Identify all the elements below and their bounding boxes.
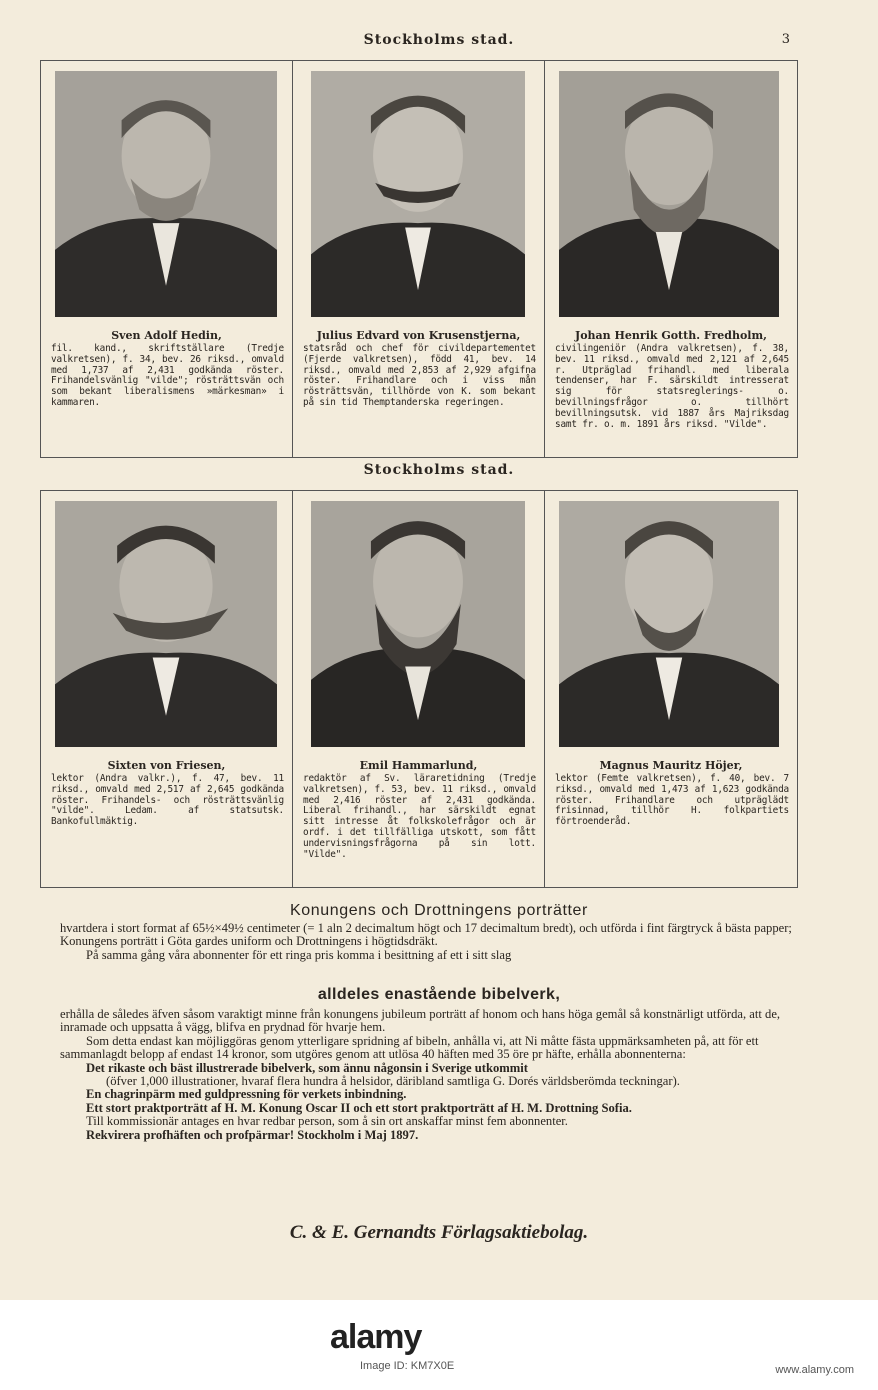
portrait-card	[41, 491, 292, 887]
ad-paragraph: hvartdera i stort format af 65½×49½ centimeter (= 1 aln 2 decimaltum högt och 17 decimaltum bredt), och utförda i fint färgtryck å bästa papper; Konungens porträtt i Göta gardes uniform och Drottningens i högtidsdräkt.	[60, 921, 792, 949]
portrait-caption: civilingeniör (Andra valkretsen), f. 38, bev. 11 riksd., omvald med 2,121 af 2,645 r. Utpräglad frihandl. med liberala tendenser, har F. särskildt intresserat sig för statsreglerings- o. bevillningsfrågor o. tillhört bevillningsutsk. vid 1887 års Majriksdag samt fr. o. m. 1891 års riksd. "Vilde".	[555, 343, 789, 430]
ad-heading-portraits: Konungens och Drottningens porträtter	[290, 902, 588, 919]
portrait-name: Sven Adolf Hedin,	[111, 329, 222, 342]
portrait-name: Emil Hammarlund,	[359, 759, 478, 772]
portrait-grid-row-1	[40, 60, 798, 458]
stock-footer	[0, 1300, 878, 1390]
portrait-caption: lektor (Femte valkretsen), f. 40, bev. 7 riksd., omvald med 1,473 af 1,623 godkända röster. Frihandlare och utpräglädt frisinnad, tillhör H. folkpartiets förtroenderåd.	[555, 773, 789, 828]
portrait-card	[41, 61, 292, 457]
publisher-signature: C. & E. Gernandts Förlagsaktiebolag.	[289, 1222, 589, 1243]
portrait-name: Julius Edvard von Krusenstjerna,	[316, 329, 521, 342]
section-title: Stockholms stad.	[363, 462, 515, 478]
ad-heading-bible: alldeles enastående bibelverk,	[317, 986, 561, 1003]
portrait-photo	[55, 501, 277, 747]
portrait-name: Johan Henrik Gotth. Fredholm,	[575, 329, 767, 342]
ad-text-block-1	[60, 922, 820, 962]
portrait-card	[545, 61, 797, 457]
ad-paragraph: Som detta endast kan möjliggöras genom ytterligare spridning af bibeln, anhålla vi, att Ni måtte fästa uppmärksamheten på, att för ett sammanlagdt belopp af endast 14 kronor, som utgöres genom att utlösa 40 häften med 35 öre pr häfte, erhålla abonnenterna:	[60, 1033, 759, 1062]
portrait-caption: redaktör af Sv. läraretidning (Tredje valkretsen), f. 53, bev. 11 riksd., omvald med 2,416 röster af 2,431 godkända. Liberal frihandl., har särskildt egnat sitt intresse åt folkskolefrågor och är ordf. i det tillfälliga utskott, som fått undervisningsfrågorna på sin lott. "Vilde".	[303, 773, 536, 860]
portrait-photo	[55, 71, 277, 317]
portrait-caption: fil. kand., skriftställare (Tredje valkretsen), f. 34, bev. 26 riksd., omvald med 1,737 af 2,431 godkända röster. Frihandelsvänlig "vilde"; rösträttsvän och som bekant liberalismens »märkesman» i kammaren.	[51, 343, 284, 408]
page-title: Stockholms stad.	[363, 32, 515, 48]
ad-paragraph: På samma gång våra abonnenter för ett ringa pris komma i besittning af ett i sitt slag	[86, 947, 512, 962]
portrait-name: Sixten von Friesen,	[107, 759, 226, 772]
ad-paragraph: Till kommissionär antages en hvar redbar person, som å sin ort anskaffar minst fem abonnenter.	[86, 1114, 568, 1129]
portrait-card	[293, 491, 544, 887]
portrait-photo	[559, 501, 779, 747]
portrait-photo	[311, 71, 525, 317]
portrait-photo	[311, 501, 525, 747]
portrait-caption: lektor (Andra valkr.), f. 47, bev. 11 riksd., omvald med 2,517 af 2,645 godkända röster. Frihandels- och rösträttsvänlig "vilde". Ledam. af statsutsk. Bankofullmäktig.	[51, 773, 284, 828]
ad-text-block-2	[60, 1008, 820, 1142]
portrait-name: Magnus Mauritz Höjer,	[599, 759, 743, 772]
ad-list-detail: (öfver 1,000 illustrationer, hvaraf flera hundra å helsidor, däribland samtliga G. Dorés världsberömda teckningar).	[106, 1074, 680, 1089]
ad-paragraph: erhålla de således äfven såsom varaktigt minne från konungens jubileum porträtt af honom och hans höga gemål så konstnärligt utförda, att de, inramade och uppsatta å vägg, blifva en prydnad för hvarje hem.	[60, 1007, 781, 1035]
ad-list-item: Det rikaste och bäst illustrerade bibelverk, som ännu någonsin i Sverige utkommit	[86, 1060, 528, 1075]
page-header	[0, 32, 878, 56]
portrait-grid-row-2	[40, 490, 798, 888]
page-number: 3	[781, 32, 790, 47]
portrait-card	[545, 491, 797, 887]
ad-paragraph: Rekvirera profhäften och profpärmar! Stockholm i Maj 1897.	[86, 1127, 419, 1142]
alamy-logo: alamy	[330, 1318, 422, 1356]
portrait-caption: statsråd och chef för civildepartementet (Fjerde valkretsen), född 41, bev. 14 riksd., omvald med 2,853 af 2,929 afgifna röster. Frihandlare och i viss mån rösträttsvän, tillhörde von K. som bekant på sin tid Themptanderska regeringen.	[303, 343, 536, 408]
ad-list-item: En chagrinpärm med guldpressning för verkets inbindning.	[86, 1087, 407, 1102]
site-url: www.alamy.com	[775, 1364, 854, 1376]
image-id: Image ID: KM7X0E	[360, 1360, 455, 1372]
ad-list-item: Ett stort praktporträtt af H. M. Konung Oscar II och ett stort praktporträtt af H. M. Drottning Sofia.	[86, 1100, 632, 1115]
portrait-photo	[559, 71, 779, 317]
portrait-card	[293, 61, 544, 457]
